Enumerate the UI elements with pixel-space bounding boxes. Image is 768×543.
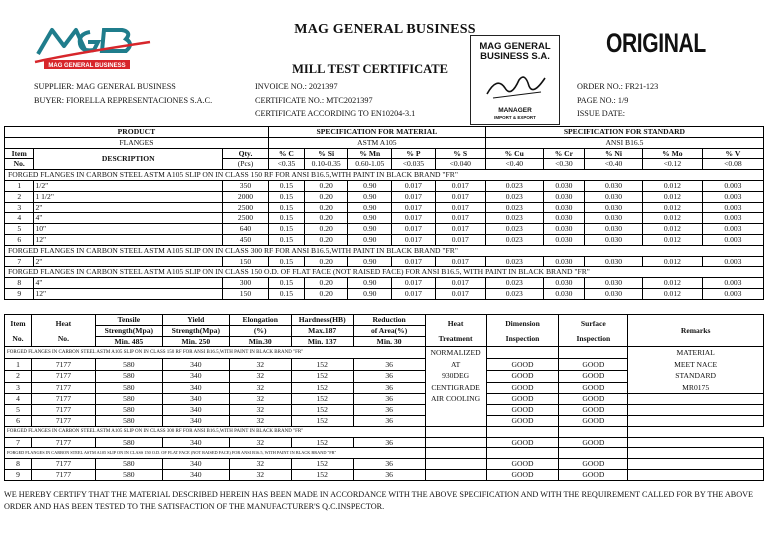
mech-hb: 152 [291, 405, 353, 416]
mech-hb: 152 [291, 382, 353, 394]
col-mo: % Mo [642, 148, 702, 159]
element-value: 0.030 [585, 278, 643, 289]
section-note: FORGED FLANGES IN CARBON STEEL ASTM A105 SLIP ON IN CLASS 300 RF FOR ANSI B16.5,WITH PAINT IN BLACK BRAND "FR" [5, 426, 426, 437]
inspection-dim: GOOD [486, 405, 559, 416]
element-value: 0.023 [485, 256, 543, 267]
element-value: 0.012 [642, 191, 702, 202]
section-note: FORGED FLANGES IN CARBON STEEL ASTM A105 SLIP ON IN CLASS 300 RF FOR ANSI B16.5,WITH PAINT IN BLACK BRAND "FR" [5, 245, 764, 256]
according-text: CERTIFICATE ACCORDING TO EN10204-3.1 [255, 109, 416, 118]
mech-heat: 7177 [31, 437, 95, 448]
inspection-dim: GOOD [486, 459, 559, 470]
mech-el: 32 [229, 370, 291, 382]
element-value: 0.017 [392, 224, 436, 235]
mech-el: 32 [229, 394, 291, 405]
element-value: 0.030 [585, 256, 643, 267]
mech-ra: 36 [353, 359, 425, 371]
spec-standard-header: SPECIFICATION FOR STANDARD [485, 127, 763, 138]
inspection-dim: GOOD [486, 382, 559, 394]
table-row [5, 234, 764, 245]
element-value: 0.017 [435, 213, 485, 224]
section-note-row [5, 245, 764, 256]
mech-ts: 580 [95, 394, 162, 405]
mech-ra: 36 [353, 405, 425, 416]
element-value: 0.20 [304, 234, 348, 245]
col-cr: % Cr [543, 148, 584, 159]
element-value: 0.012 [642, 234, 702, 245]
certification-statement: WE HEREBY CERTIFY THAT THE MATERIAL DESCRIBED HEREIN HAS BEEN MADE IN ACCORDANCE WITH THE ABOVE SPECIFICATION AND WITH THE REQUIREMENT CALLED FOR BY THE ABOVE ORDER AND HAS BEEN TESTED TO THE SATISFACTION OF THE MANUFACTURER'S Q.C.INSPECTOR. [4, 490, 754, 511]
mech-no: 2 [5, 370, 32, 382]
quantity: 2500 [223, 213, 269, 224]
h-remarks: Remarks [628, 315, 764, 347]
mech-ys: 340 [162, 459, 229, 470]
element-value: 0.003 [702, 180, 763, 191]
mech-el: 32 [229, 437, 291, 448]
mech-el: 32 [229, 415, 291, 426]
element-value: 0.15 [268, 202, 304, 213]
table-row [5, 437, 764, 448]
description: 1/2" [34, 180, 223, 191]
product-header: PRODUCT [5, 127, 269, 138]
element-value: 0.15 [268, 234, 304, 245]
element-value: 0.15 [268, 213, 304, 224]
section-note-row [5, 426, 764, 437]
issue-date-text: ISSUE DATE: [577, 109, 625, 118]
mech-hb: 152 [291, 359, 353, 371]
mech-hb: 152 [291, 437, 353, 448]
col-item-no: No. [5, 159, 34, 170]
h-yield: Yield [162, 315, 229, 326]
item-no: 7 [5, 256, 34, 267]
description: 2" [34, 202, 223, 213]
mech-hb: 152 [291, 459, 353, 470]
h-heat-treatment: Heat [447, 318, 464, 328]
element-value: 0.90 [348, 191, 392, 202]
h-tensile: Tensile [95, 315, 162, 326]
company-logo [30, 24, 155, 76]
col-s: % S [435, 148, 485, 159]
inspection-surf: GOOD [559, 359, 628, 371]
table-row [5, 415, 764, 426]
h-elongation: Elongation [229, 315, 291, 326]
element-value: 0.20 [304, 202, 348, 213]
element-value: 0.012 [642, 288, 702, 299]
signature-icon [483, 68, 549, 102]
mech-ys: 340 [162, 359, 229, 371]
mech-heat: 7177 [31, 382, 95, 394]
limit-p: <0.035 [392, 159, 436, 170]
order-text: ORDER NO.: FR21-123 [577, 82, 659, 91]
mech-ys: 340 [162, 382, 229, 394]
mech-heat: 7177 [31, 359, 95, 371]
stamp-role: MANAGER [498, 107, 532, 114]
h-hardness: Hardness(HB) [291, 315, 353, 326]
original-mark: ORIGINAL [606, 28, 706, 58]
item-no: 9 [5, 288, 34, 299]
mech-hb: 152 [291, 469, 353, 480]
element-value: 0.030 [543, 288, 584, 299]
supplier-text: SUPPLIER: MAG GENERAL BUSINESS [34, 82, 176, 91]
item-no: 8 [5, 278, 34, 289]
mech-ts: 580 [95, 382, 162, 394]
element-value: 0.012 [642, 256, 702, 267]
table-row [5, 278, 764, 289]
description: 12" [34, 234, 223, 245]
mech-el: 32 [229, 359, 291, 371]
h-heat: Heat [55, 318, 72, 328]
element-value: 0.20 [304, 256, 348, 267]
mech-ys: 340 [162, 437, 229, 448]
col-v: % V [702, 148, 763, 159]
spec-material-value: ASTM A105 [268, 137, 485, 148]
element-value: 0.017 [435, 234, 485, 245]
mech-no: 1 [5, 359, 32, 371]
table-row [5, 405, 764, 416]
company-title: MAG GENERAL BUSINESS [294, 22, 476, 37]
element-value: 0.023 [485, 191, 543, 202]
mech-ys: 340 [162, 394, 229, 405]
mech-ys: 340 [162, 415, 229, 426]
inspection-dim: GOOD [486, 469, 559, 480]
element-value: 0.20 [304, 288, 348, 299]
stamp-sub: IMPORT & EXPORT [494, 115, 536, 120]
mech-ra: 36 [353, 469, 425, 480]
item-no: 5 [5, 224, 34, 235]
item-no: 3 [5, 202, 34, 213]
element-value: 0.15 [268, 288, 304, 299]
element-value: 0.017 [392, 191, 436, 202]
element-value: 0.20 [304, 191, 348, 202]
mech-el: 32 [229, 469, 291, 480]
element-value: 0.030 [543, 213, 584, 224]
spec-standard-value: ANSI B16.5 [485, 137, 763, 148]
inspection-surf: GOOD [559, 394, 628, 405]
quantity: 640 [223, 224, 269, 235]
element-value: 0.20 [304, 224, 348, 235]
limit-c: <0.35 [268, 159, 304, 170]
element-value: 0.030 [585, 180, 643, 191]
element-value: 0.023 [485, 213, 543, 224]
mech-heat: 7177 [31, 469, 95, 480]
element-value: 0.030 [543, 224, 584, 235]
element-value: 0.017 [392, 202, 436, 213]
description: 1 1/2" [34, 191, 223, 202]
inspection-surf: GOOD [559, 459, 628, 470]
element-value: 0.030 [585, 234, 643, 245]
table-row [5, 459, 764, 470]
mech-heat: 7177 [31, 459, 95, 470]
mech-el: 32 [229, 459, 291, 470]
quantity: 2000 [223, 191, 269, 202]
element-value: 0.012 [642, 213, 702, 224]
inspection-surf: GOOD [559, 370, 628, 382]
element-value: 0.003 [702, 256, 763, 267]
mech-ts: 580 [95, 405, 162, 416]
quantity: 150 [223, 288, 269, 299]
element-value: 0.030 [543, 256, 584, 267]
element-value: 0.017 [392, 256, 436, 267]
element-value: 0.017 [392, 213, 436, 224]
element-value: 0.012 [642, 224, 702, 235]
inspection-surf: GOOD [559, 437, 628, 448]
element-value: 0.20 [304, 278, 348, 289]
buyer-text: BUYER: FIORELLA REPRESENTACIONES S.A.C. [34, 96, 213, 105]
mech-no: 3 [5, 382, 32, 394]
inspection-dim: GOOD [486, 370, 559, 382]
mech-ts: 580 [95, 469, 162, 480]
mech-ys: 340 [162, 370, 229, 382]
h-item: Item [10, 318, 26, 328]
page-text: PAGE NO.: 1/9 [577, 96, 629, 105]
table-row [5, 394, 764, 405]
element-value: 0.023 [485, 180, 543, 191]
element-value: 0.15 [268, 256, 304, 267]
element-value: 0.012 [642, 278, 702, 289]
col-qty-unit: (Pcs) [223, 159, 269, 170]
element-value: 0.012 [642, 180, 702, 191]
mech-ra: 36 [353, 415, 425, 426]
mech-no: 7 [5, 437, 32, 448]
mech-ts: 580 [95, 359, 162, 371]
quantity: 2500 [223, 202, 269, 213]
logo-caption: MAG GENERAL BUSINESS [48, 63, 126, 69]
mech-no: 9 [5, 469, 32, 480]
element-value: 0.003 [702, 213, 763, 224]
item-no: 4 [5, 213, 34, 224]
mech-ys: 340 [162, 405, 229, 416]
element-value: 0.023 [485, 202, 543, 213]
limit-cr: <0.30 [543, 159, 584, 170]
mech-no: 5 [5, 405, 32, 416]
col-mn: % Mn [348, 148, 392, 159]
quantity: 450 [223, 234, 269, 245]
section-note-row [5, 347, 764, 359]
description: 4" [34, 213, 223, 224]
mech-hb: 152 [291, 394, 353, 405]
col-ni: % Ni [585, 148, 643, 159]
element-value: 0.003 [702, 202, 763, 213]
mech-ts: 580 [95, 437, 162, 448]
table-row [5, 288, 764, 299]
table-row [5, 213, 764, 224]
section-note: FORGED FLANGES IN CARBON STEEL ASTM A105 SLIP ON IN CLASS 150 O.D. OF FLAT FACE (NOT RAISED FACE) FOR ANSI B16.5, WITH PAINT IN BLACK BRAND "FR" [5, 267, 764, 278]
section-note: FORGED FLANGES IN CARBON STEEL ASTM A105 SLIP ON IN CLASS 150 RF FOR ANSI B16.5,WITH PAINT IN BLACK BRAND "FR" [5, 170, 764, 181]
item-no: 2 [5, 191, 34, 202]
chemical-table [4, 126, 764, 300]
mech-ra: 36 [353, 394, 425, 405]
element-value: 0.15 [268, 278, 304, 289]
element-value: 0.030 [543, 278, 584, 289]
description: 12" [34, 288, 223, 299]
mech-ra: 36 [353, 437, 425, 448]
mech-el: 32 [229, 382, 291, 394]
element-value: 0.017 [435, 202, 485, 213]
element-value: 0.017 [435, 191, 485, 202]
mech-hb: 152 [291, 415, 353, 426]
element-value: 0.017 [392, 234, 436, 245]
inspection-dim: GOOD [486, 359, 559, 371]
element-value: 0.20 [304, 213, 348, 224]
limit-mo: <0.12 [642, 159, 702, 170]
mech-ts: 580 [95, 415, 162, 426]
item-no: 1 [5, 180, 34, 191]
element-value: 0.012 [642, 202, 702, 213]
table-row [5, 180, 764, 191]
section-note: FORGED FLANGES IN CARBON STEEL ASTM A105 SLIP ON IN CLASS 150 O.D. OF FLAT FACE (NOT RAISED FACE) FOR ANSI B16.5, WITH PAINT IN BLACK BRAND "FR" [5, 448, 426, 459]
limit-mn: 0.60-1.05 [348, 159, 392, 170]
element-value: 0.90 [348, 213, 392, 224]
inspection-surf: GOOD [559, 405, 628, 416]
mech-heat: 7177 [31, 394, 95, 405]
h-reduction: Reduction [353, 315, 425, 326]
table-row [5, 469, 764, 480]
mech-ra: 36 [353, 370, 425, 382]
element-value: 0.90 [348, 288, 392, 299]
mech-no: 8 [5, 459, 32, 470]
inspection-dim: GOOD [486, 415, 559, 426]
spec-material-header: SPECIFICATION FOR MATERIAL [268, 127, 485, 138]
element-value: 0.030 [543, 180, 584, 191]
mech-heat: 7177 [31, 415, 95, 426]
element-value: 0.003 [702, 234, 763, 245]
document-title: MILL TEST CERTIFICATE [292, 62, 448, 76]
element-value: 0.017 [435, 224, 485, 235]
mech-ts: 580 [95, 459, 162, 470]
item-no: 6 [5, 234, 34, 245]
mech-heat: 7177 [31, 405, 95, 416]
element-value: 0.017 [435, 288, 485, 299]
mech-heat: 7177 [31, 370, 95, 382]
limit-s: <0.040 [435, 159, 485, 170]
element-value: 0.023 [485, 278, 543, 289]
limit-si: 0.10-0.35 [304, 159, 348, 170]
col-si: % Si [304, 148, 348, 159]
element-value: 0.030 [585, 213, 643, 224]
col-item: Item [5, 148, 34, 159]
element-value: 0.030 [543, 234, 584, 245]
stamp-line2: BUSINESS S.A. [480, 51, 550, 62]
inspection-dim: GOOD [486, 394, 559, 405]
company-stamp [470, 35, 560, 125]
mech-hb: 152 [291, 370, 353, 382]
mech-el: 32 [229, 405, 291, 416]
element-value: 0.003 [702, 224, 763, 235]
element-value: 0.90 [348, 278, 392, 289]
section-note: FORGED FLANGES IN CARBON STEEL ASTM A105 SLIP ON IN CLASS 150 RF FOR ANSI B16.5,WITH PAINT IN BLACK BRAND "FR" [5, 347, 426, 359]
element-value: 0.90 [348, 234, 392, 245]
col-qty: Qty. [223, 148, 269, 159]
element-value: 0.003 [702, 191, 763, 202]
element-value: 0.030 [543, 202, 584, 213]
element-value: 0.023 [485, 234, 543, 245]
element-value: 0.15 [268, 191, 304, 202]
product-value: FLANGES [5, 137, 269, 148]
limit-v: <0.08 [702, 159, 763, 170]
table-row [5, 191, 764, 202]
invoice-text: INVOICE NO.: 2021397 [255, 82, 338, 91]
element-value: 0.90 [348, 180, 392, 191]
element-value: 0.017 [392, 288, 436, 299]
col-c: % C [268, 148, 304, 159]
h-surface: Surface [580, 318, 606, 328]
col-p: % P [392, 148, 436, 159]
element-value: 0.030 [585, 224, 643, 235]
element-value: 0.003 [702, 288, 763, 299]
mech-ra: 36 [353, 459, 425, 470]
element-value: 0.023 [485, 224, 543, 235]
mechanical-table: Item No. Heat No. Tensile Yield Elongation Hardness(HB) Reduction Heat Treatment Dimension Inspection Surface Inspection Remarks Strength(Mpa) Strength(Mpa) (%) Max.187 of Area(%) Min. 485 Min. 250 Min.30 Min. 137 Min. 30 FORGED FLANGES IN CARBON STEEL ASTM A105 SLIP ON IN CLASS 150 RF FOR ANSI B16.5,WITH PAINT IN BLACK BRAND "FR" NORMALIZED AT 930DEG CENTIGRADE AIR COOLING MATERIAL MEET NACE STANDARD MR0175 1 7177 580 340 32 152 36 GOOD GOOD 2 7177 580 340 32 152 36 GOOD GOOD 3 7177 580 340 32 152 36 GOOD GOOD 4 7177 580 340 32 152 36 GOOD GOOD 5 7177 580 340 32 152 36 GOOD GOOD 6 7177 580 340 32 152 36 GOOD GOOD FORGED FLANGES IN CARBON STEEL ASTM A105 SLIP ON IN CLASS 300 RF FOR ANSI B16.5,WITH PAINT IN BLACK BRAND "FR" 7 7177 580 340 32 152 36 GOOD GOOD FORGED FLANGES IN CARBON STEEL ASTM A105 SLIP ON IN CLASS 150 O.D. OF FLAT FACE (NOT RAISED FACE) FOR ANSI B16.5, WITH PAINT IN BLACK BRAND "FR" 8 7177 580 340 32 152 36 GOOD GOOD 9 7177 580 340 32 152 36 GOOD GOOD [4, 314, 764, 481]
element-value: 0.017 [435, 180, 485, 191]
element-value: 0.20 [304, 180, 348, 191]
inspection-dim: GOOD [486, 437, 559, 448]
mech-no: 6 [5, 415, 32, 426]
table-row [5, 256, 764, 267]
quantity: 150 [223, 256, 269, 267]
mech-ys: 340 [162, 469, 229, 480]
element-value: 0.017 [392, 180, 436, 191]
element-value: 0.023 [485, 288, 543, 299]
element-value: 0.15 [268, 180, 304, 191]
stamp-line1: MAG GENERAL [479, 41, 551, 52]
col-cu: % Cu [485, 148, 543, 159]
table-row [5, 202, 764, 213]
section-note-row [5, 448, 764, 459]
limit-cu: <0.40 [485, 159, 543, 170]
section-note-row [5, 170, 764, 181]
mech-no: 4 [5, 394, 32, 405]
certificate-text: CERTIFICATE NO.: MTC2021397 [255, 96, 373, 105]
description: 10" [34, 224, 223, 235]
limit-ni: <0.40 [585, 159, 643, 170]
h-dimension: Dimension [505, 318, 540, 328]
mech-ts: 580 [95, 370, 162, 382]
element-value: 0.90 [348, 256, 392, 267]
element-value: 0.017 [435, 256, 485, 267]
section-note-row [5, 267, 764, 278]
col-description: DESCRIPTION [34, 148, 223, 170]
element-value: 0.030 [585, 202, 643, 213]
element-value: 0.003 [702, 278, 763, 289]
inspection-surf: GOOD [559, 382, 628, 394]
inspection-surf: GOOD [559, 469, 628, 480]
quantity: 300 [223, 278, 269, 289]
mech-ra: 36 [353, 382, 425, 394]
description: 2" [34, 256, 223, 267]
element-value: 0.017 [392, 278, 436, 289]
description: 4" [34, 278, 223, 289]
element-value: 0.90 [348, 224, 392, 235]
element-value: 0.030 [543, 191, 584, 202]
table-row [5, 224, 764, 235]
element-value: 0.90 [348, 202, 392, 213]
element-value: 0.030 [585, 288, 643, 299]
quantity: 350 [223, 180, 269, 191]
element-value: 0.15 [268, 224, 304, 235]
remarks-value: MATERIAL MEET NACE STANDARD MR0175 [628, 347, 764, 394]
element-value: 0.030 [585, 191, 643, 202]
element-value: 0.017 [435, 278, 485, 289]
heat-treatment-value: NORMALIZED AT 930DEG CENTIGRADE AIR COOLING [425, 347, 486, 426]
inspection-surf: GOOD [559, 415, 628, 426]
